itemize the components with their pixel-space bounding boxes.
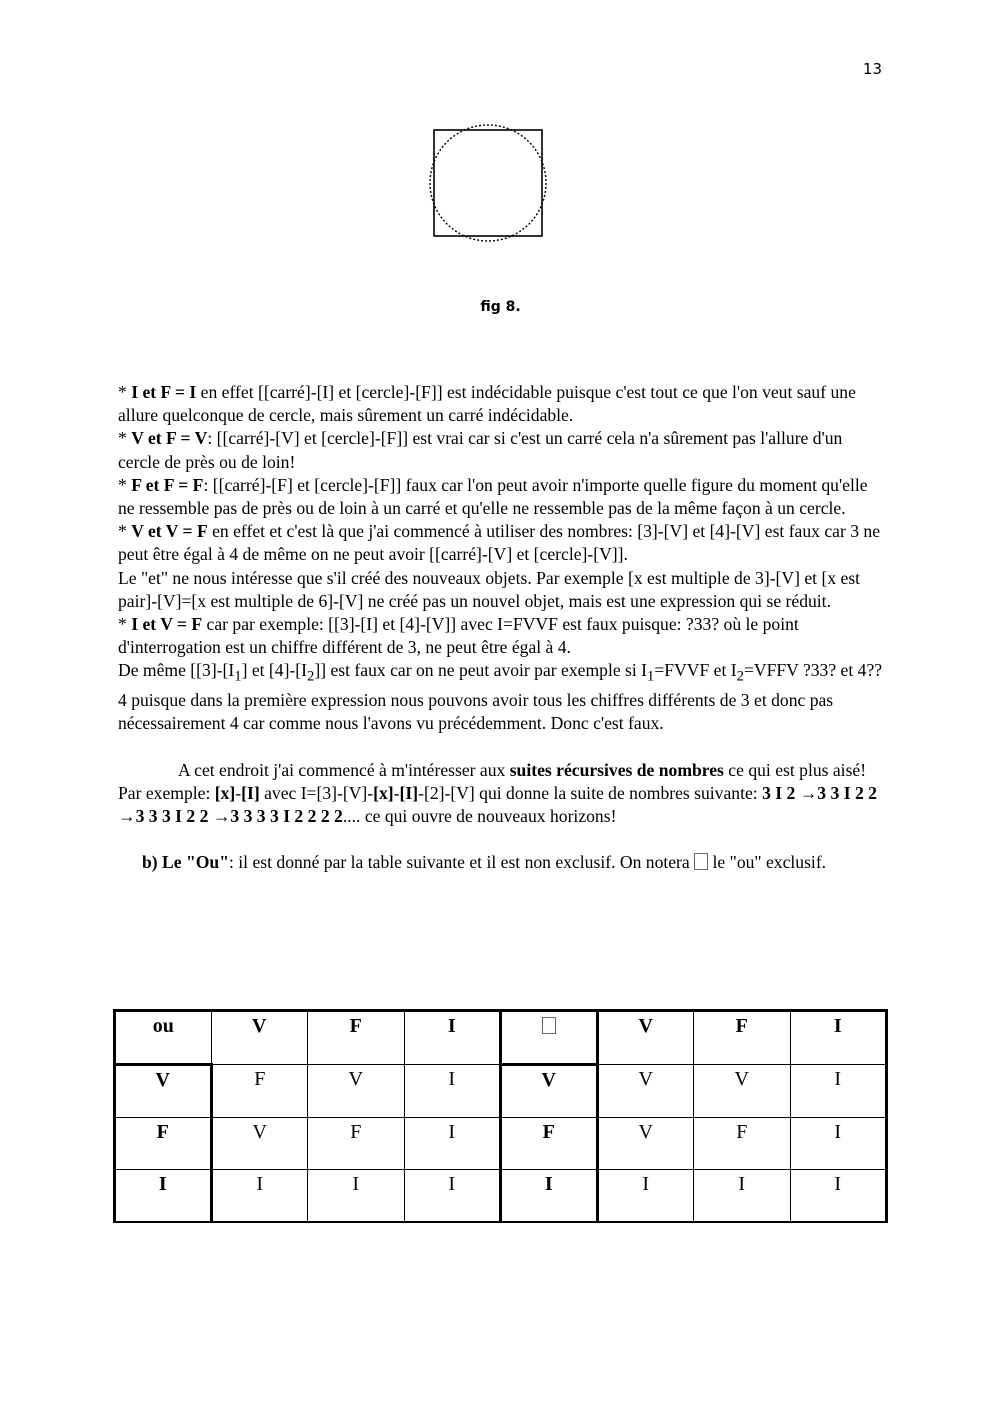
paragraph-de-meme: De même [$[3]-[I_1]$ et $[4]-[I_2]$] est faux car on ne peut avoir par exemple si $I_1=FVVF$ et $I_2=VFFV$ ?33? et 4??4 puisque dans la première expression nous pouvons avoir tous les chiffres différents de 3 et donc pas nécessairement 4 car comme nous l'avons vu précédemment. Donc c'est faux. bbox=[118, 660, 883, 734]
table-cell: F bbox=[308, 1118, 405, 1170]
table-row-header-cell: I bbox=[115, 1170, 212, 1223]
table-row bbox=[115, 1170, 887, 1223]
table-row-header-cell: I bbox=[501, 1170, 598, 1223]
table-cell: V bbox=[597, 1065, 694, 1118]
ou-truth-table bbox=[113, 1009, 888, 1223]
square-shape bbox=[434, 130, 542, 236]
paragraph-v-et-v: * V et V = F en effet et c'est là que j'ai commencé à utiliser des nombres: [3]-[V] et [4]-[V] est faux car 3 ne peut être égal à 4 de même on ne peut avoir [[carré]-[V] et [cercle]-[V]]. bbox=[118, 521, 881, 565]
table-cell: I bbox=[308, 1170, 405, 1223]
paragraph-le-ou: b) Le "Ou": il est donné par la table suivante et il est non exclusif. On notera le "ou" exclusif. bbox=[142, 852, 827, 873]
table-header-cell bbox=[501, 1011, 598, 1065]
table-header-cell: V bbox=[597, 1011, 694, 1065]
paragraph-i-et-v: * I et V = F car par exemple: [[3]-[I] et [4]-[V]] avec I=FVVF est faux puisque: ?33? où le point d'interrogation est un chiffre différent de 3, ne peut être égal à 4. bbox=[118, 614, 799, 658]
table-header-cell: F bbox=[694, 1011, 791, 1065]
paragraph-v-et-f: * V et F = V: [[carré]-[V] et [cercle]-[F]] est vrai car si c'est un carré cela n'a sûrement pas l'allure d'un cercle de près ou de loin! bbox=[118, 428, 843, 472]
table-cell: V bbox=[308, 1065, 405, 1118]
table-cell: I bbox=[404, 1118, 501, 1170]
table-cell: F bbox=[211, 1065, 308, 1118]
circle-shape bbox=[430, 125, 546, 241]
table-row-header-cell: V bbox=[115, 1065, 212, 1118]
table-header-cell: V bbox=[211, 1011, 308, 1065]
table-cell: I bbox=[211, 1170, 308, 1223]
paragraph-f-et-f: * F et F = F: [[carré]-[F] et [cercle]-[F]] faux car l'on peut avoir n'importe quelle figure du moment qu'elle ne ressemble pas de près ou de loin à un carré et qu'elle ne ressemble pas de la même façon à un cercle. bbox=[118, 474, 868, 519]
table-cell: V bbox=[597, 1118, 694, 1170]
table-cell: V bbox=[211, 1118, 308, 1170]
table-row bbox=[115, 1118, 887, 1170]
table-cell: I bbox=[404, 1065, 501, 1118]
table-header-row bbox=[115, 1011, 887, 1065]
body-text bbox=[118, 381, 888, 874]
missing-glyph-icon bbox=[542, 1017, 556, 1034]
paragraph-i-et-f: * I et F = I en effet [[carré]-[I] et [cercle]-[F]] est indécidable puisque c'est tout ce que l'on veut sauf une allure quelconque de cercle, mais sûrement un carré indécidable. bbox=[118, 382, 856, 426]
table-cell: V bbox=[694, 1065, 791, 1118]
table-row bbox=[115, 1065, 887, 1118]
table-cell: I bbox=[404, 1170, 501, 1223]
table-header-cell: I bbox=[404, 1011, 501, 1065]
spacer bbox=[118, 828, 888, 851]
table-header-cell: I bbox=[790, 1011, 887, 1065]
table-header-cell: F bbox=[308, 1011, 405, 1065]
table-header-cell: ou bbox=[115, 1011, 212, 1065]
table-cell: F bbox=[694, 1118, 791, 1170]
paragraph-suites-recursives: A cet endroit j'ai commencé à m'intéresser aux suites récursives de nombres ce qui est plus aisé! Par exemple: [x]-[I] avec I=[3]-[V]-[x]-[I]-[2]-[V] qui donne la suite de nombres suivante: 3 I 2 →3 3 I 2 2 →3 3 3 I 2 2 →3 3 3 3 I 2 2 2 2.... ce qui ouvre de nouveaux horizons! bbox=[118, 759, 877, 826]
figure-caption: fig 8. bbox=[480, 299, 521, 315]
table-cell: I bbox=[790, 1065, 887, 1118]
table-row-header-cell: F bbox=[115, 1118, 212, 1170]
page-number: 13 bbox=[862, 60, 882, 78]
table-row-header-cell: F bbox=[501, 1118, 598, 1170]
spacer bbox=[118, 736, 888, 759]
table-row-header-cell: V bbox=[501, 1065, 598, 1118]
missing-glyph-icon bbox=[694, 853, 708, 870]
table-cell: I bbox=[597, 1170, 694, 1223]
table-cell: I bbox=[790, 1170, 887, 1223]
table-cell: I bbox=[694, 1170, 791, 1223]
square-and-circle-icon bbox=[424, 118, 552, 246]
table-cell: I bbox=[790, 1118, 887, 1170]
paragraph-le-et: Le "et" ne nous intéresse que s'il créé des nouveaux objets. Par exemple [x est multiple de 3]-[V] et [x est pair]-[V]=[x est multiple de 6]-[V] ne créé pas un nouvel objet, mais est une expression qui se réduit. bbox=[118, 567, 861, 611]
